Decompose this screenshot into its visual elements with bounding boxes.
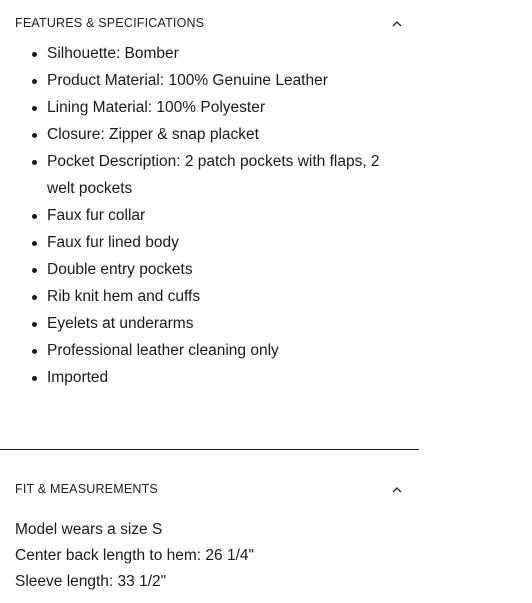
fit-measurements bbox=[15, 517, 415, 595]
fit-line: Model wears a size S bbox=[15, 521, 163, 538]
features-section-title: FEATURES & SPECIFICATIONS bbox=[15, 16, 205, 30]
list-item: Lining Material: 100% Polyester bbox=[0, 94, 419, 121]
features-list bbox=[0, 40, 419, 391]
features-section bbox=[0, 11, 419, 35]
list-item: Product Material: 100% Genuine Leather bbox=[0, 67, 419, 94]
chevron-up-icon[interactable] bbox=[391, 17, 403, 29]
list-item: Double entry pockets bbox=[0, 256, 419, 283]
list-item: Rib knit hem and cuffs bbox=[0, 283, 419, 310]
list-item: Imported bbox=[0, 364, 419, 391]
list-item: Closure: Zipper & snap placket bbox=[0, 121, 419, 148]
list-item: Pocket Description: 2 patch pockets with flaps, 2 welt pockets bbox=[0, 148, 419, 202]
section-divider bbox=[0, 449, 419, 450]
fit-line: Sleeve length: 33 1/2" bbox=[15, 573, 167, 590]
fit-section bbox=[0, 477, 419, 501]
fit-section-title: FIT & MEASUREMENTS bbox=[15, 482, 158, 496]
fit-line: Center back length to hem: 26 1/4" bbox=[15, 547, 255, 564]
fit-section-header[interactable] bbox=[0, 477, 419, 501]
list-item: Faux fur lined body bbox=[0, 229, 419, 256]
chevron-up-icon[interactable] bbox=[391, 483, 403, 495]
list-item: Silhouette: Bomber bbox=[0, 40, 419, 67]
features-section-header[interactable] bbox=[0, 11, 419, 35]
list-item: Professional leather cleaning only bbox=[0, 337, 419, 364]
list-item: Faux fur collar bbox=[0, 202, 419, 229]
list-item: Eyelets at underarms bbox=[0, 310, 419, 337]
